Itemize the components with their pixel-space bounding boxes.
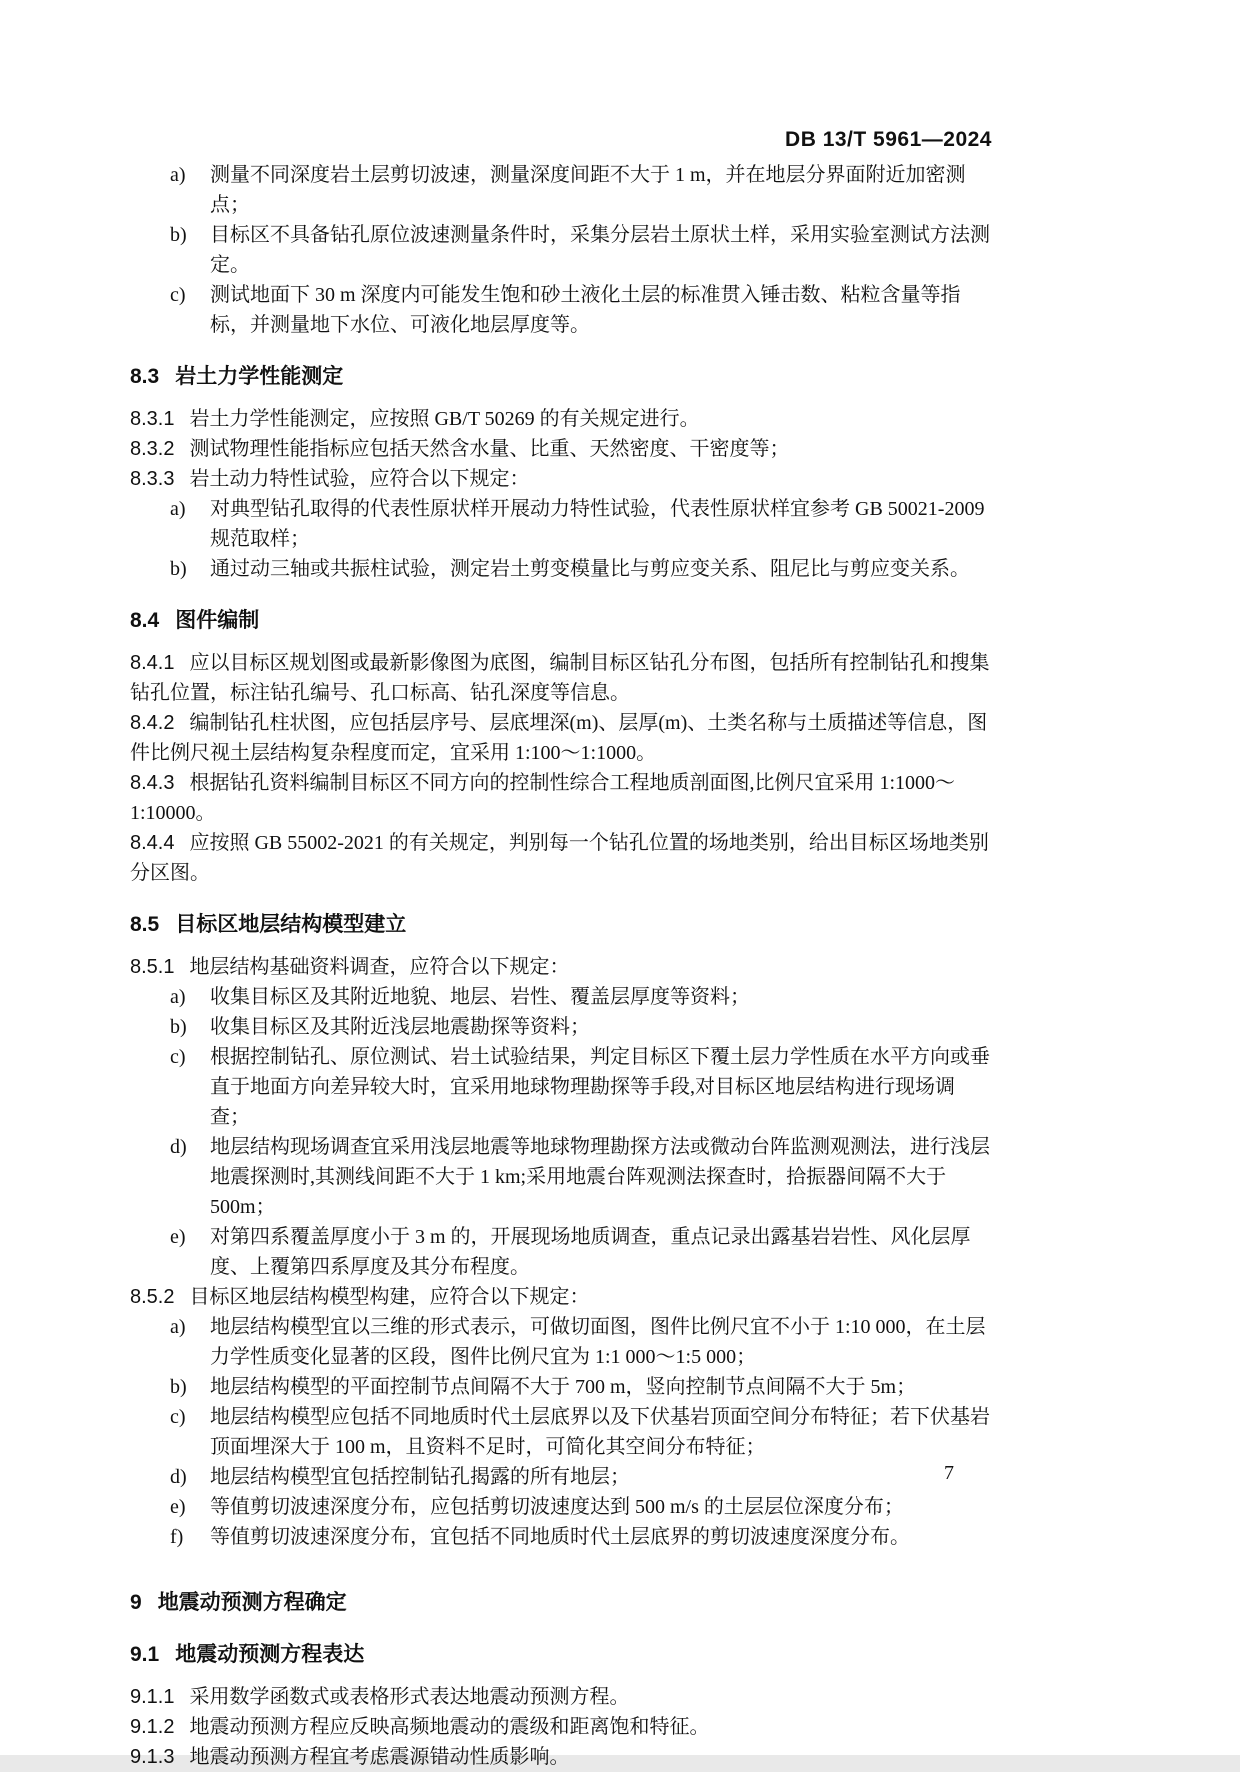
list-item-marker: e) — [170, 1226, 186, 1248]
section-number: 9.1 — [130, 1643, 160, 1666]
page-number: 7 — [944, 1462, 954, 1484]
clause — [130, 828, 992, 888]
clause-number: 8.5.2 — [130, 1286, 175, 1308]
list-item — [130, 1402, 992, 1462]
list-item-text: 地层结构现场调查宜采用浅层地震等地球物理勘探方法或微动台阵监测观测法，进行浅层地震探测时,其测线间距不大于 1 km;采用地震台阵观测法探查时，拾振器间隔不大于 500m； — [210, 1136, 990, 1218]
list-item — [130, 554, 992, 584]
list-item — [130, 1522, 992, 1552]
list-item — [130, 1372, 992, 1402]
section-number: 8.3 — [130, 365, 160, 388]
list-item-text: 测量不同深度岩土层剪切波速，测量深度间距不大于 1 m，并在地层分界面附近加密测点； — [210, 164, 966, 216]
list-item-marker: b) — [170, 558, 187, 580]
clause-number: 8.3.3 — [130, 468, 175, 490]
document-content — [130, 160, 992, 1772]
list-item-marker: c) — [170, 1406, 186, 1428]
clause-number: 9.1.2 — [130, 1716, 175, 1738]
clause-number: 8.4.4 — [130, 832, 175, 854]
clause — [130, 952, 992, 982]
section-heading — [130, 910, 992, 940]
list-item-text: 根据控制钻孔、原位测试、岩土试验结果，判定目标区下覆土层力学性质在水平方向或垂直于地面方向差异较大时，宜采用地球物理勘探等手段,对目标区地层结构进行现场调查； — [210, 1046, 990, 1128]
list-item — [130, 982, 992, 1012]
clause — [130, 1682, 992, 1712]
clause-text: 地层结构基础资料调查，应符合以下规定： — [189, 956, 570, 978]
clause-text: 目标区地层结构模型构建，应符合以下规定： — [189, 1286, 590, 1308]
clause — [130, 768, 992, 828]
clause-text: 岩土力学性能测定，应按照 GB/T 50269 的有关规定进行。 — [189, 408, 700, 430]
list-item-marker: f) — [170, 1526, 184, 1548]
list-item-text: 测试地面下 30 m 深度内可能发生饱和砂土液化土层的标准贯入锤击数、粘粒含量等指标，并测量地下水位、可液化地层厚度等。 — [210, 284, 961, 336]
list-item-text: 地层结构模型的平面控制节点间隔不大于 700 m，竖向控制节点间隔不大于 5m； — [210, 1376, 917, 1398]
list-item-marker: d) — [170, 1136, 187, 1158]
clause-text: 岩土动力特性试验，应符合以下规定： — [189, 468, 530, 490]
list-item-marker: a) — [170, 986, 186, 1008]
clause-number: 8.4.3 — [130, 772, 175, 794]
list-item-marker: c) — [170, 1046, 186, 1068]
section-number: 8.5 — [130, 913, 160, 936]
list-item — [130, 1132, 992, 1222]
section-title: 岩土力学性能测定 — [175, 365, 344, 388]
clause-number: 8.3.2 — [130, 438, 175, 460]
list-item-marker: b) — [170, 1016, 187, 1038]
clause — [130, 434, 992, 464]
list-item — [130, 494, 992, 554]
section-heading — [130, 606, 992, 636]
list-item — [130, 280, 992, 340]
list-item — [130, 1312, 992, 1372]
chapter-number: 9 — [130, 1591, 142, 1614]
section-heading — [130, 362, 992, 392]
clause — [130, 1742, 992, 1772]
section-title: 目标区地层结构模型建立 — [175, 913, 407, 936]
clause — [130, 648, 992, 708]
chapter-title: 地震动预测方程确定 — [157, 1591, 347, 1614]
clause — [130, 1282, 992, 1312]
list-item — [130, 220, 992, 280]
list-item-text: 地层结构模型宜包括控制钻孔揭露的所有地层； — [210, 1466, 630, 1488]
list-item-marker: a) — [170, 164, 186, 186]
list-item-marker: a) — [170, 498, 186, 520]
clause-text: 采用数学函数式或表格形式表达地震动预测方程。 — [189, 1686, 630, 1708]
clause-text: 地震动预测方程应反映高频地震动的震级和距离饱和特征。 — [189, 1716, 710, 1738]
clause-text: 地震动预测方程宜考虑震源错动性质影响。 — [189, 1746, 570, 1768]
list-item-marker: c) — [170, 284, 186, 306]
chapter-heading — [130, 1588, 992, 1618]
clause-number: 9.1.1 — [130, 1686, 175, 1708]
clause — [130, 708, 992, 768]
clause-number: 8.5.1 — [130, 956, 175, 978]
list-item-text: 对第四系覆盖厚度小于 3 m 的，开展现场地质调查，重点记录出露基岩岩性、风化层厚度、上覆第四系厚度及其分布程度。 — [210, 1226, 971, 1278]
list-item — [130, 160, 992, 220]
clause-text: 根据钻孔资料编制目标区不同方向的控制性综合工程地质剖面图,比例尺宜采用 1:1000～1:10000。 — [130, 772, 956, 824]
section-title: 地震动预测方程表达 — [175, 1643, 365, 1666]
list-item-text: 等值剪切波速深度分布，宜包括不同地质时代土层底界的剪切波速度深度分布。 — [210, 1526, 910, 1548]
document-code: DB 13/T 5961—2024 — [785, 128, 992, 151]
list-item-text: 地层结构模型宜以三维的形式表示，可做切面图，图件比例尺宜不小于 1:10 000，在土层力学性质变化显著的区段，图件比例尺宜为 1:1 000～1:5 000； — [210, 1316, 986, 1368]
clause-number: 8.4.1 — [130, 652, 175, 674]
section-title: 图件编制 — [175, 609, 260, 632]
section-heading — [130, 1640, 992, 1670]
list-item-text: 等值剪切波速深度分布，应包括剪切波速度达到 500 m/s 的土层层位深度分布； — [210, 1496, 904, 1518]
list-item-marker: e) — [170, 1496, 186, 1518]
list-item-marker: b) — [170, 224, 187, 246]
list-item — [130, 1012, 992, 1042]
clause — [130, 404, 992, 434]
clause-number: 8.3.1 — [130, 408, 175, 430]
clause-text: 编制钻孔柱状图，应包括层序号、层底埋深(m)、层厚(m)、土类名称与土质描述等信息，图件比例尺视土层结构复杂程度而定，宜采用 1:100～1:1000。 — [130, 712, 988, 764]
list-item-text: 收集目标区及其附近地貌、地层、岩性、覆盖层厚度等资料； — [210, 986, 750, 1008]
list-item-text: 目标区不具备钻孔原位波速测量条件时，采集分层岩土原状土样，采用实验室测试方法测定。 — [210, 224, 990, 276]
list-item-marker: a) — [170, 1316, 186, 1338]
list-item-marker: b) — [170, 1376, 187, 1398]
clause — [130, 1712, 992, 1742]
section-number: 8.4 — [130, 609, 160, 632]
list-item — [130, 1222, 992, 1282]
list-item-text: 对典型钻孔取得的代表性原状样开展动力特性试验，代表性原状样宜参考 GB 50021-2009 规范取样； — [210, 498, 985, 550]
clause-number: 9.1.3 — [130, 1746, 175, 1768]
list-item — [130, 1492, 992, 1522]
clause-number: 8.4.2 — [130, 712, 175, 734]
clause — [130, 464, 992, 494]
clause-text: 应按照 GB 55002-2021 的有关规定，判别每一个钻孔位置的场地类别，给出目标区场地类别分区图。 — [130, 832, 989, 884]
clause-text: 测试物理性能指标应包括天然含水量、比重、天然密度、干密度等； — [189, 438, 790, 460]
clause-text: 应以目标区规划图或最新影像图为底图，编制目标区钻孔分布图，包括所有控制钻孔和搜集钻孔位置，标注钻孔编号、孔口标高、钻孔深度等信息。 — [130, 652, 990, 704]
list-item — [130, 1042, 992, 1132]
list-item-marker: d) — [170, 1466, 187, 1488]
list-item-text: 通过动三轴或共振柱试验，测定岩土剪变模量比与剪应变关系、阻尼比与剪应变关系。 — [210, 558, 970, 580]
list-item-text: 收集目标区及其附近浅层地震勘探等资料； — [210, 1016, 590, 1038]
list-item-text: 地层结构模型应包括不同地质时代土层底界以及下伏基岩顶面空间分布特征；若下伏基岩顶面埋深大于 100 m，且资料不足时，可简化其空间分布特征； — [210, 1406, 990, 1458]
